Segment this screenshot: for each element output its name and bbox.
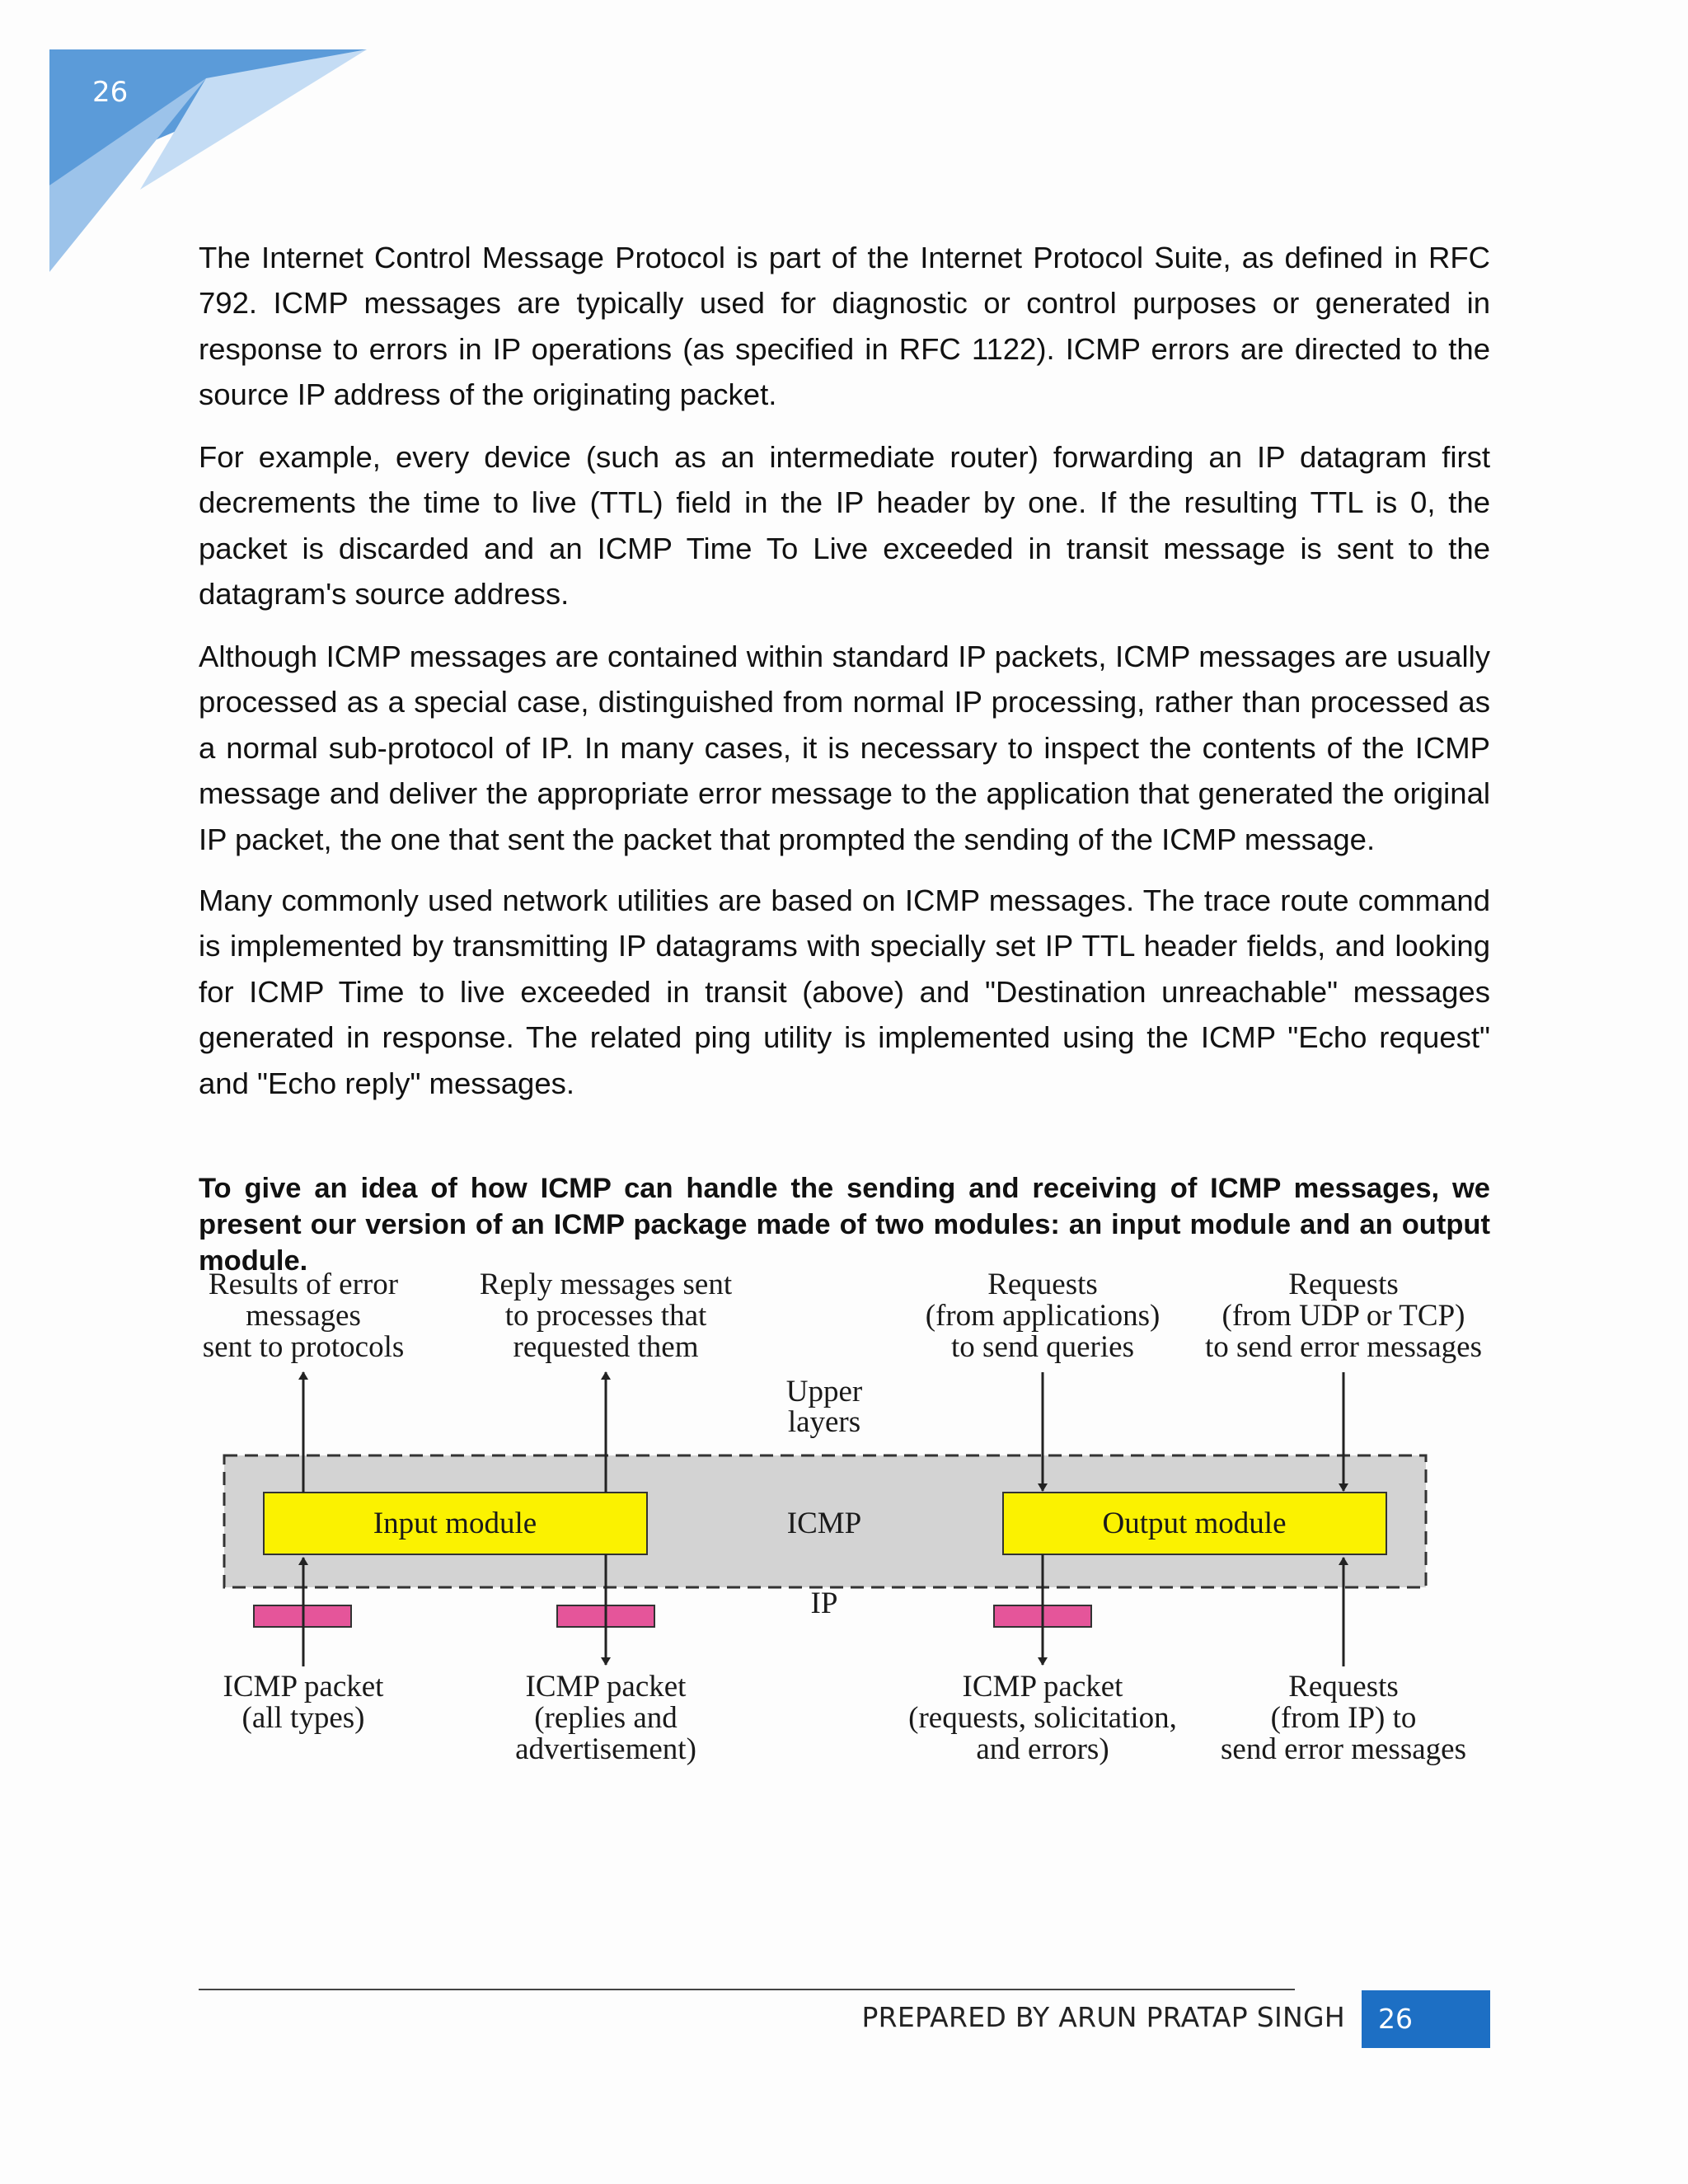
ip-label: IP <box>810 1586 838 1620</box>
upper-layers-line-2: layers <box>787 1405 861 1439</box>
bottom-label-4-line-2: (from IP) to <box>1270 1701 1417 1735</box>
top-label-4-line-3: to send error messages <box>1205 1330 1482 1364</box>
top-label-4-line-1: Requests <box>1288 1268 1399 1301</box>
top-label-2-line-3: requested them <box>513 1330 699 1364</box>
bottom-label-3-line-1: ICMP packet <box>962 1670 1123 1704</box>
paragraph-1: The Internet Control Message Protocol is part of the Internet Protocol Suite, as defined in RFC 792. ICMP messages are typically used for diagnostic or control purposes or generated in response to errors in IP operations (as specified in RFC 1122). ICMP errors are directed to the source IP address of the originating packet. <box>199 240 1490 411</box>
bottom-label-2-line-3: advertisement) <box>515 1732 696 1766</box>
icmp-label: ICMP <box>786 1507 862 1540</box>
top-label-2-line-1: Reply messages sent <box>479 1268 733 1301</box>
top-label-3-line-1: Requests <box>987 1268 1098 1301</box>
footer-author: PREPARED BY ARUN PRATAP SINGH <box>861 2001 1345 2033</box>
bottom-label-3-line-3: and errors) <box>976 1732 1109 1766</box>
paragraph-3: Although ICMP messages are contained within standard IP packets, ICMP messages are usually processed as a special case, distinguished from normal IP processing, rather than processed as a normal sub-protocol of IP. In many cases, it is necessary to inspect the contents of the ICMP message and deliver the appropriate error message to the application that generated the original IP packet, the one that sent the packet that prompted the sending of the ICMP message. <box>199 639 1490 856</box>
bottom-label-2-line-1: ICMP packet <box>525 1670 687 1704</box>
bottom-label-1-line-2: (all types) <box>241 1701 365 1735</box>
footer-divider <box>199 1989 1295 1990</box>
bottom-label-1-line-1: ICMP packet <box>223 1670 384 1704</box>
footer-page-number: 26 <box>1362 1990 1490 2048</box>
top-label-4-line-2: (from UDP or TCP) <box>1221 1299 1465 1333</box>
top-label-3-line-3: to send queries <box>951 1330 1134 1364</box>
top-label-2-line-2: to processes that <box>504 1299 707 1333</box>
upper-layers-line-1: Upper <box>785 1375 863 1408</box>
diagram-intro: To give an idea of how ICMP can handle the sending and receiving of ICMP messages, we present our version of an ICMP package made of two modules: an input module and an output module. <box>199 1172 1490 1277</box>
paragraph-4: Many commonly used network utilities are based on ICMP messages. The trace route command is implemented by transmitting IP datagrams with specially set IP TTL header fields, and looking for ICMP Time to live exceeded in transit (above) and "Destination unreachable" messages generated in response. The related ping utility is implemented using the ICMP "Echo request" and "Echo reply" messages. <box>199 883 1490 1100</box>
top-label-3-line-2: (from applications) <box>925 1299 1160 1333</box>
top-label-1-line-2: messages <box>246 1299 361 1333</box>
icmp-package-diagram <box>190 1261 1508 1788</box>
bottom-label-4-line-1: Requests <box>1288 1670 1399 1704</box>
paragraph-2: For example, every device (such as an intermediate router) forwarding an IP datagram first decrements the time to live (TTL) field in the IP header by one. If the resulting TTL is 0, the packet is discarded and an ICMP Time To Live exceeded in transit message is sent to the datagram's source address. <box>199 439 1490 611</box>
output-module-label: Output module <box>1102 1507 1287 1540</box>
bottom-label-2-line-2: (replies and <box>534 1701 678 1735</box>
top-label-1-line-1: Results of error <box>208 1268 399 1301</box>
page-number-top: 26 <box>92 76 129 109</box>
input-module-label: Input module <box>373 1507 537 1540</box>
bottom-label-4-line-3: send error messages <box>1221 1732 1466 1766</box>
bottom-label-3-line-2: (requests, solicitation, <box>908 1701 1177 1735</box>
top-label-1-line-3: sent to protocols <box>202 1330 405 1364</box>
